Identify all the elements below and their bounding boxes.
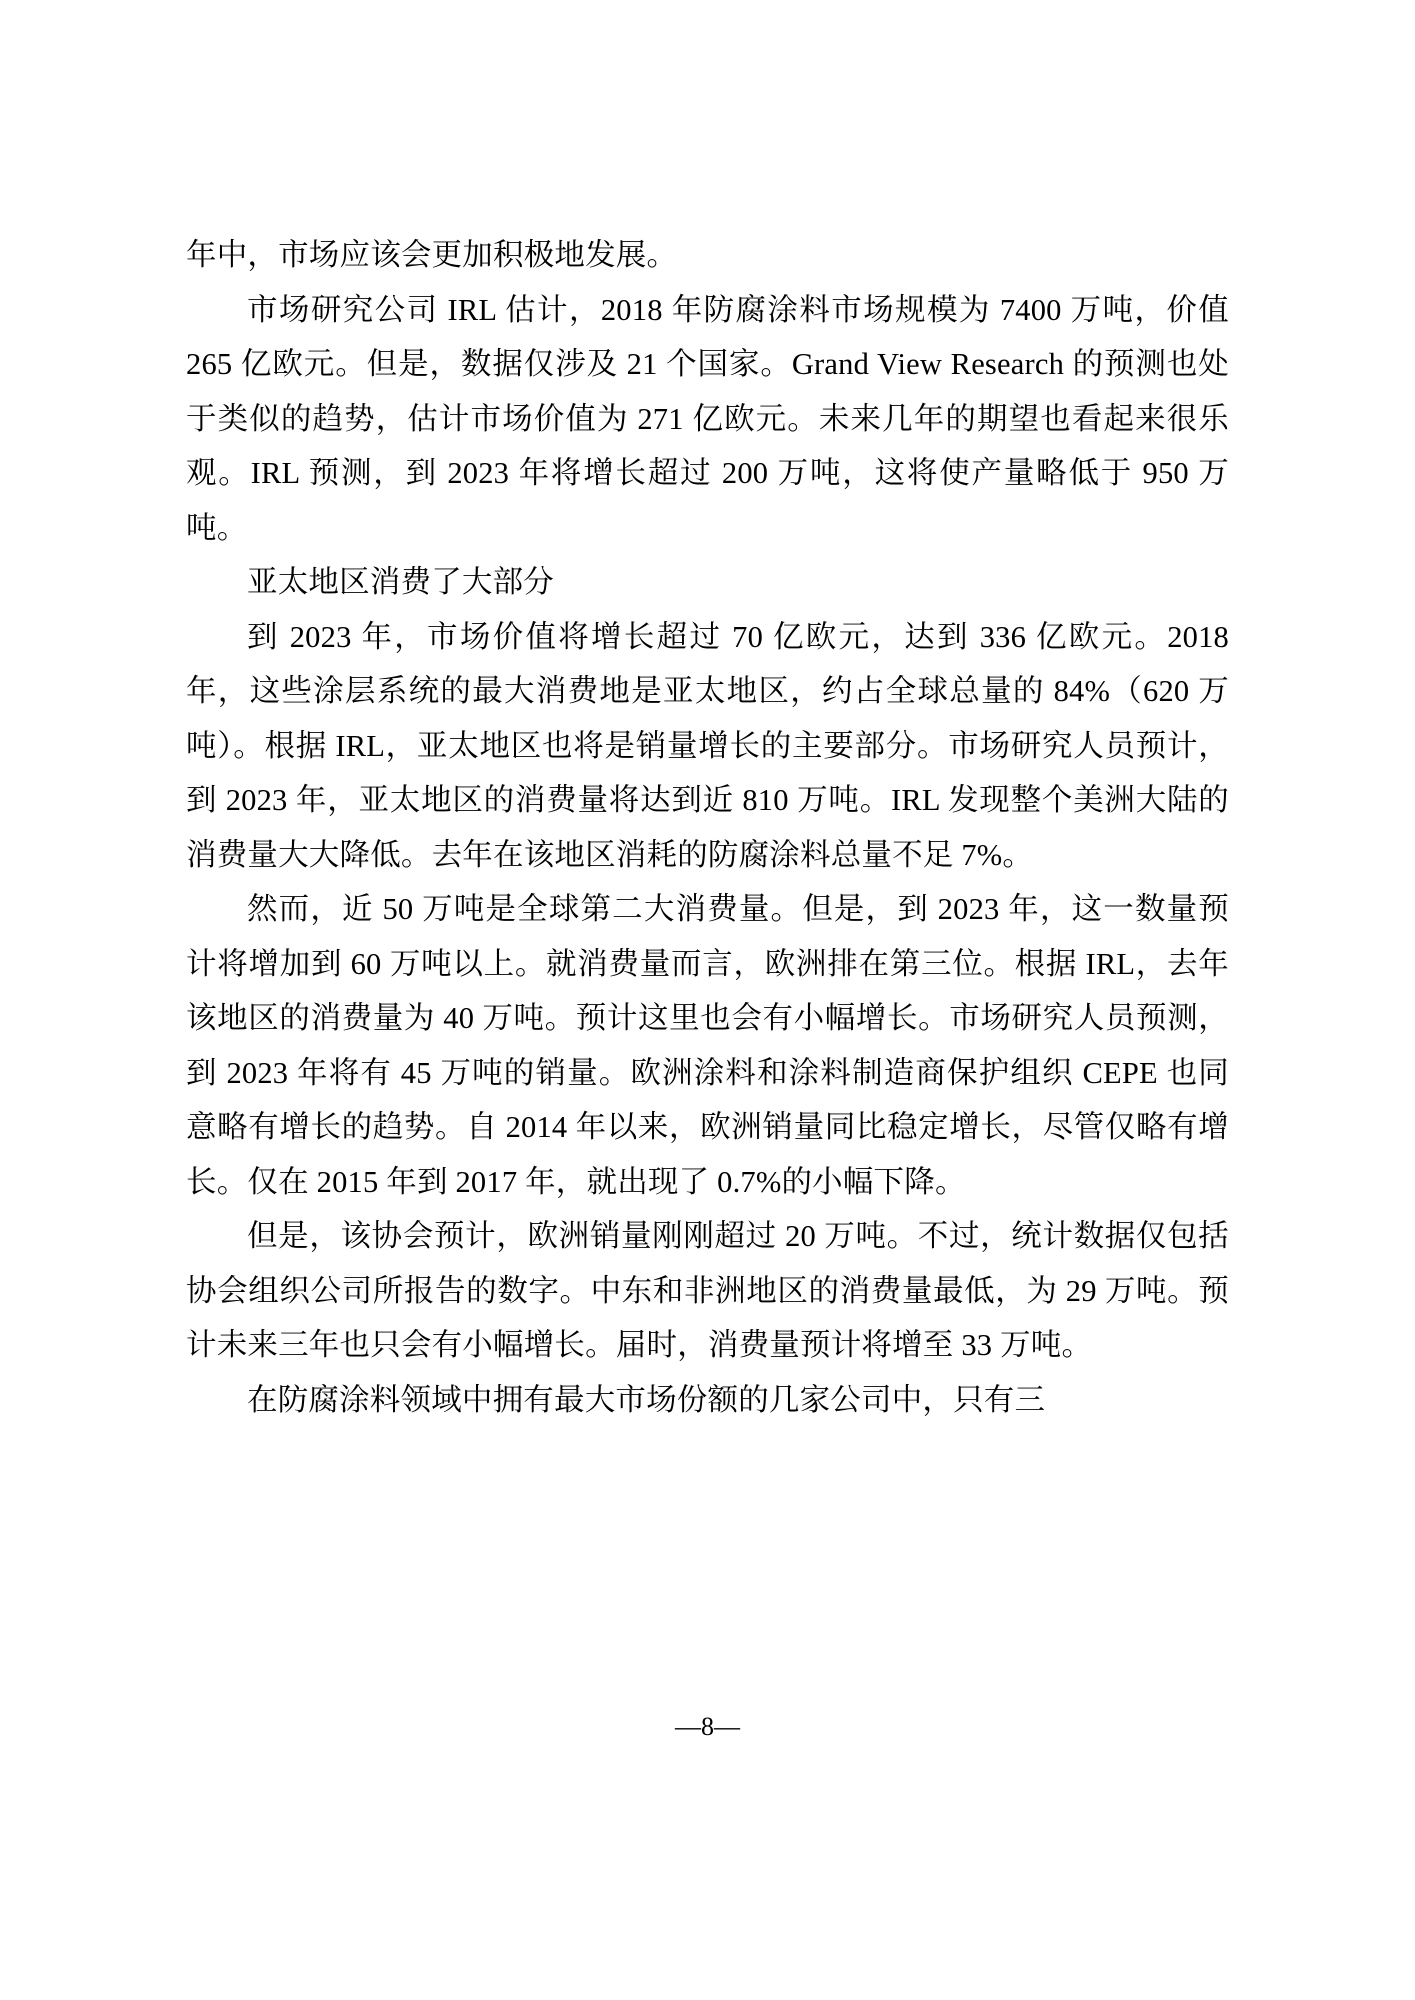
- paragraph-6: 但是，该协会预计，欧洲销量刚刚超过 20 万吨。不过，统计数据仅包括协会组织公司所报告的数字。中东和非洲地区的消费量最低，为 29 万吨。预计未来三年也只会有小幅增长。届时，消费量预计将增至 33 万吨。: [186, 1219, 1229, 1362]
- paragraph-1: 年中，市场应该会更加积极地发展。: [186, 238, 678, 272]
- page-number: —8—: [675, 1712, 740, 1741]
- paragraph-7: 在防腐涂料领域中拥有最大市场份额的几家公司中，只有三: [247, 1382, 1046, 1417]
- paragraph-5: 然而，近 50 万吨是全球第二大消费量。但是，到 2023 年，这一数量预计将增加到 60 万吨以上。就消费量而言，欧洲排在第三位。根据 IRL，去年该地区的消费量为 40 万吨。预计这里也会有小幅增长。市场研究人员预测，到 2023 年将有 45 万吨的销量。欧洲涂料和涂料制造商保护组织 CEPE 也同意略有增长的趋势。自 2014 年以来，欧洲销量同比稳定增长，尽管仅略有增长。仅在 2015 年到 2017 年，就出现了 0.7%的小幅下降。: [186, 892, 1229, 1199]
- paragraph-3-subheading: 亚太地区消费了大部分: [247, 565, 554, 599]
- paragraph-4: 到 2023 年，市场价值将增长超过 70 亿欧元，达到 336 亿欧元。2018 年，这些涂层系统的最大消费地是亚太地区，约占全球总量的 84%（620 万吨）。根据 IRL，亚太地区也将是销量增长的主要部分。市场研究人员预计，到 2023 年，亚太地区的消费量将达到近 810 万吨。IRL 发现整个美洲大陆的消费量大大降低。去年在该地区消耗的防腐涂料总量不足 7%。: [186, 619, 1229, 872]
- paragraph-2: 市场研究公司 IRL 估计，2018 年防腐涂料市场规模为 7400 万吨，价值 265 亿欧元。但是，数据仅涉及 21 个国家。Grand View Research 的预测也处于类似的趋势，估计市场价值为 271 亿欧元。未来几年的期望也看起来很乐观。IRL 预测，到 2023 年将增长超过 200 万吨，这将使产量略低于 950 万吨。: [186, 292, 1229, 545]
- page-body: [186, 228, 1229, 1427]
